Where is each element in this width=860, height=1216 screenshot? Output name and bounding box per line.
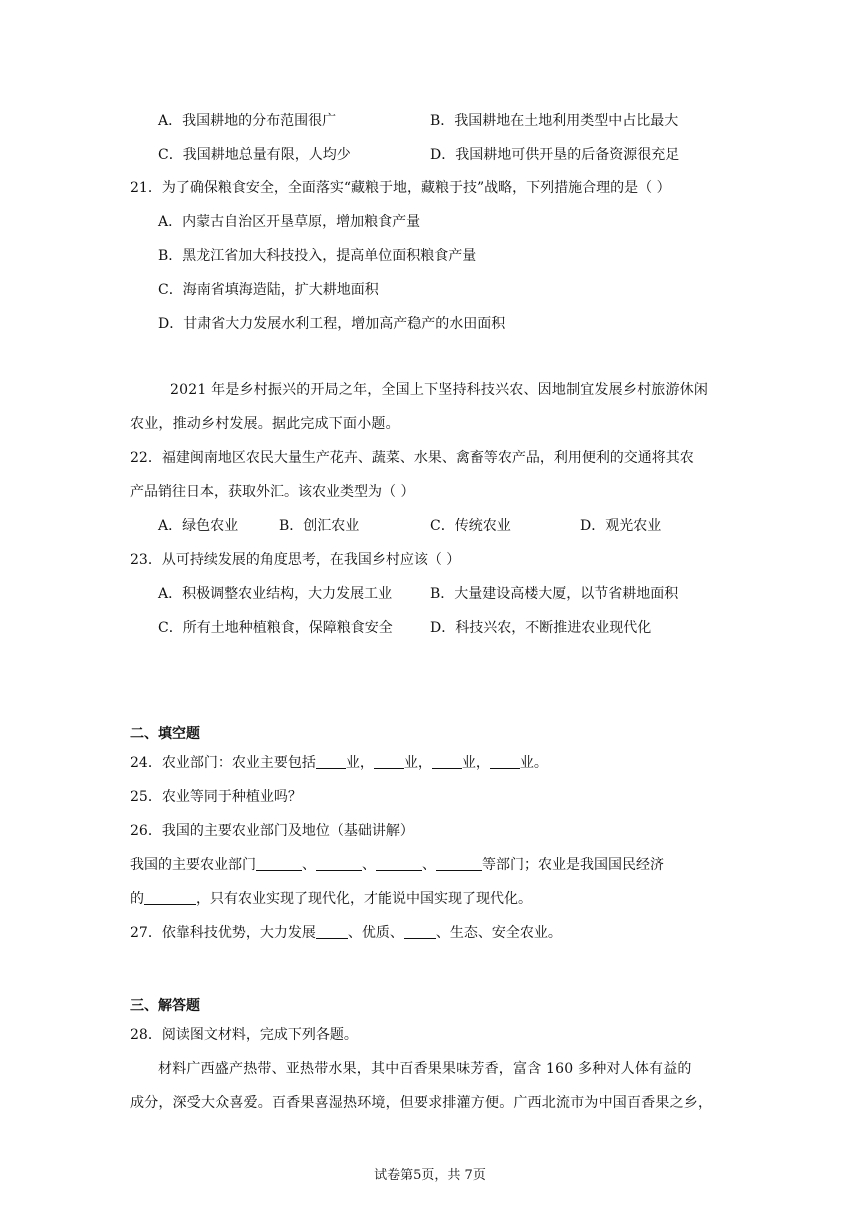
q26-sep-2: 、 bbox=[362, 857, 376, 873]
q26-text-3: 的 bbox=[130, 891, 144, 907]
q23-option-b: B．大量建设高楼大厦，以节省耕地面积 bbox=[430, 586, 679, 602]
q22-option-d: D．观光农业 bbox=[580, 518, 662, 534]
q23-option-c: C．所有土地种植粮食，保障粮食安全 bbox=[158, 620, 393, 636]
q24-blank-2[interactable] bbox=[374, 754, 404, 769]
q26-text-2: 等部门；农业是我国国民经济 bbox=[482, 857, 664, 873]
q26-text-4: ，只有农业实现了现代化，才能说中国实现了现代化。 bbox=[196, 891, 532, 907]
q21-option-d: D．甘肃省大力发展水利工程，增加高产稳产的水田面积 bbox=[158, 316, 506, 332]
q26-blank-2[interactable] bbox=[316, 856, 362, 871]
q20-option-d: D．我国耕地可供开垦的后备资源很充足 bbox=[430, 147, 680, 163]
q22-option-c: C．传统农业 bbox=[430, 518, 511, 534]
q20-option-b: B．我国耕地在土地利用类型中占比最大 bbox=[430, 113, 679, 129]
q26-sep-1: 、 bbox=[302, 857, 316, 873]
q26-line2 bbox=[130, 889, 532, 909]
q21-option-b: B．黑龙江省加大科技投入，提高单位面积粮食产量 bbox=[158, 248, 477, 264]
q24-unit-3: 业， bbox=[461, 755, 490, 771]
q27-text-2: 、优质、 bbox=[347, 925, 404, 941]
q23-option-d: D．科技兴农，不断推进农业现代化 bbox=[430, 620, 652, 636]
q21-stem: 21．为了确保粮食安全，全面落实“藏粮于地，藏粮于技”战略，下列措施合理的是（ ） bbox=[130, 180, 671, 196]
q26-title: 26．我国的主要农业部门及地位（基础讲解） bbox=[130, 823, 414, 839]
q24 bbox=[130, 753, 548, 773]
q27-blank-1[interactable] bbox=[316, 924, 348, 939]
q24-unit-1: 业， bbox=[345, 755, 374, 771]
q23-option-a: A．积极调整农业结构，大力发展工业 bbox=[158, 586, 393, 602]
q26-blank-1[interactable] bbox=[256, 856, 302, 871]
q26-line1 bbox=[130, 855, 664, 875]
q24-unit-2: 业， bbox=[403, 755, 432, 771]
q25: 25．农业等同于种植业吗？ bbox=[130, 789, 302, 805]
material-2021-line1: 2021 年是乡村振兴的开局之年，全国上下坚持科技兴农、因地制宜发展乡村旅游休闲 bbox=[170, 382, 709, 398]
q26-blank-3[interactable] bbox=[376, 856, 422, 871]
q26-blank-4[interactable] bbox=[436, 856, 482, 871]
q22-option-a: A．绿色农业 bbox=[158, 518, 239, 534]
q27-text-3: 、生态、安全农业。 bbox=[435, 925, 562, 941]
q22-option-b: B．创汇农业 bbox=[279, 518, 360, 534]
q28-material-line1: 材料广西盛产热带、亚热带水果，其中百香果果味芳香，富含 160 多种对人体有益的 bbox=[158, 1061, 692, 1077]
q22-stem-line2: 产品销往日本，获取外汇。该农业类型为（ ） bbox=[130, 484, 415, 500]
q24-blank-4[interactable] bbox=[490, 754, 520, 769]
q24-blank-3[interactable] bbox=[432, 754, 462, 769]
q20-option-c: C．我国耕地总量有限，人均少 bbox=[158, 147, 351, 163]
material-2021-line2: 农业，推动乡村发展。据此完成下面小题。 bbox=[130, 416, 400, 432]
section-heading-fill-in: 二、填空题 bbox=[130, 726, 200, 742]
q28-material-line2: 成分，深受大众喜爱。百香果喜湿热环境，但要求排灌方便。广西北流市为中国百香果之乡， bbox=[130, 1095, 713, 1111]
page-footer: 试卷第5页，共 7页 bbox=[374, 1168, 486, 1183]
q23-stem: 23．从可持续发展的角度思考，在我国乡村应该（ ） bbox=[130, 552, 461, 568]
q22-stem-line1: 22．福建闽南地区农民大量生产花卉、蔬菜、水果、禽畜等农产品，利用便利的交通将其农 bbox=[130, 450, 694, 466]
q20-option-a: A．我国耕地的分布范围很广 bbox=[158, 113, 337, 129]
q24-blank-1[interactable] bbox=[316, 754, 346, 769]
q27-prompt: 27．依靠科技优势，大力发展 bbox=[130, 925, 316, 941]
q27 bbox=[130, 923, 562, 943]
q28-stem: 28．阅读图文材料，完成下列各题。 bbox=[130, 1027, 358, 1043]
section-heading-answer: 三、解答题 bbox=[130, 998, 200, 1014]
q26-blank-5[interactable] bbox=[144, 890, 196, 905]
q26-prompt: 我国的主要农业部门 bbox=[130, 857, 256, 873]
q21-option-c: C．海南省填海造陆，扩大耕地面积 bbox=[158, 282, 379, 298]
q21-option-a: A．内蒙古自治区开垦草原，增加粮食产量 bbox=[158, 214, 421, 230]
q26-sep-3: 、 bbox=[422, 857, 436, 873]
q24-end: 业。 bbox=[519, 755, 548, 771]
q24-prompt: 24．农业部门：农业主要包括 bbox=[130, 755, 316, 771]
q27-blank-2[interactable] bbox=[404, 924, 436, 939]
